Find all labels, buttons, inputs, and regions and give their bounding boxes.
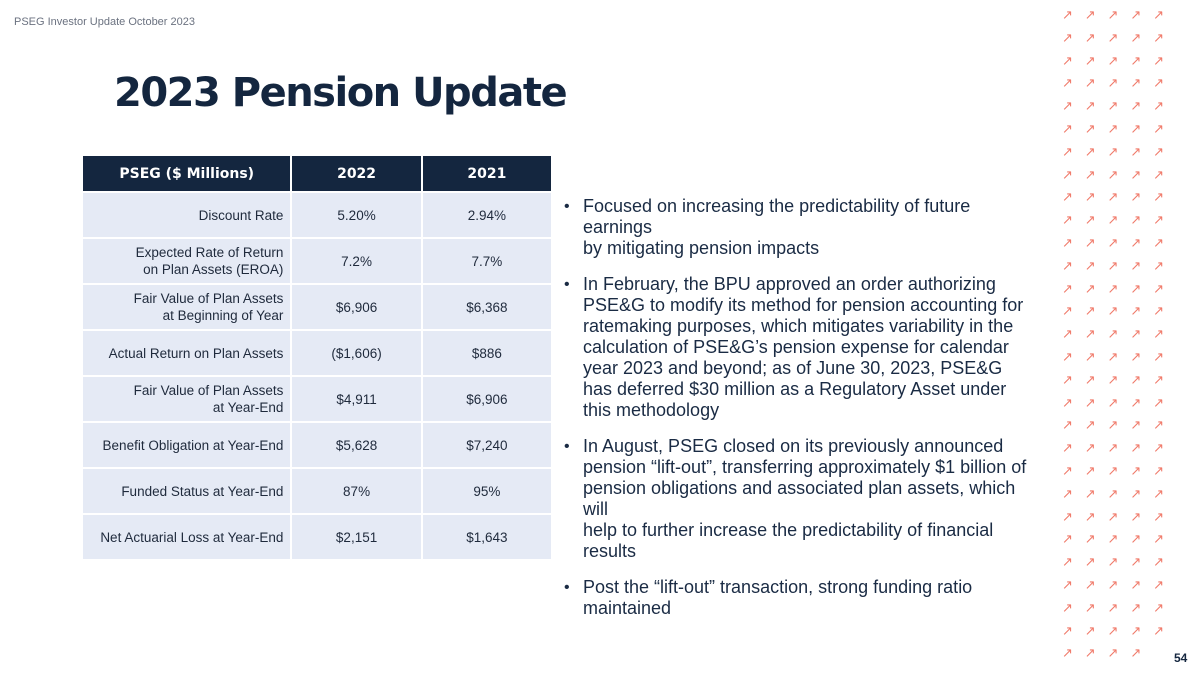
arrow-up-right-icon: ↗ (1153, 257, 1165, 273)
column-header-2022: 2022 (291, 156, 421, 192)
bullet-dot-icon: • (564, 438, 570, 455)
arrow-up-right-icon: ↗ (1153, 348, 1165, 364)
arrow-up-right-icon: ↗ (1061, 303, 1073, 319)
arrow-up-right-icon: ↗ (1107, 394, 1119, 410)
row-label-line: at Beginning of Year (162, 308, 284, 323)
table-header-row (83, 156, 551, 192)
bullet-line: Post the “lift-out” transaction, strong funding ratio maintained (583, 577, 973, 618)
arrow-up-right-icon: ↗ (1153, 371, 1165, 387)
table-row (83, 468, 551, 514)
arrow-up-right-icon: ↗ (1153, 622, 1165, 638)
arrow-up-right-icon: ↗ (1061, 462, 1073, 478)
arrow-up-right-icon: ↗ (1084, 576, 1096, 592)
arrow-up-right-icon: ↗ (1084, 645, 1096, 661)
arrow-up-right-icon: ↗ (1130, 554, 1142, 570)
arrow-up-right-icon: ↗ (1153, 462, 1165, 478)
table-row (83, 514, 551, 559)
arrow-up-right-icon: ↗ (1061, 234, 1073, 250)
arrow-up-right-icon: ↗ (1130, 75, 1142, 91)
table-row (83, 238, 551, 284)
column-header-label: PSEG ($ Millions) (83, 156, 291, 192)
arrow-up-right-icon: ↗ (1084, 394, 1096, 410)
value-2022: $6,906 (291, 284, 421, 330)
arrow-up-right-icon: ↗ (1153, 440, 1165, 456)
value-2021: 2.94% (422, 192, 551, 238)
arrow-up-right-icon: ↗ (1153, 303, 1165, 319)
arrow-up-right-icon: ↗ (1084, 29, 1096, 45)
arrow-up-right-icon: ↗ (1107, 75, 1119, 91)
table-row (83, 192, 551, 238)
value-2021: $7,240 (422, 422, 551, 468)
table-body (83, 192, 551, 559)
arrow-up-right-icon: ↗ (1061, 29, 1073, 45)
arrow-up-right-icon: ↗ (1130, 7, 1142, 22)
value-2021: $6,906 (422, 376, 551, 422)
arrow-up-right-icon: ↗ (1130, 166, 1142, 182)
arrow-up-right-icon: ↗ (1130, 189, 1142, 205)
value-2021: $6,368 (422, 284, 551, 330)
arrow-up-right-icon: ↗ (1061, 531, 1073, 547)
arrow-up-right-icon: ↗ (1084, 599, 1096, 615)
row-label (83, 468, 291, 514)
arrow-up-right-icon: ↗ (1084, 75, 1096, 91)
arrow-up-right-icon: ↗ (1153, 166, 1165, 182)
arrow-up-right-icon: ↗ (1107, 622, 1119, 638)
bullet-line: PSE&G to modify its method for pension accounting for (583, 295, 1024, 315)
arrow-up-right-icon: ↗ (1153, 98, 1165, 114)
value-2021: 95% (422, 468, 551, 514)
arrow-up-right-icon: ↗ (1130, 531, 1142, 547)
row-label-line: Net Actuarial Loss at Year-End (100, 529, 284, 545)
arrow-up-right-icon: ↗ (1107, 440, 1119, 456)
arrow-up-right-icon: ↗ (1107, 166, 1119, 182)
page-number: 54 (1174, 651, 1188, 665)
arrow-up-right-icon: ↗ (1130, 348, 1142, 364)
value-2022: ($1,606) (291, 330, 421, 376)
arrow-up-right-icon: ↗ (1084, 417, 1096, 433)
arrow-up-right-icon: ↗ (1061, 166, 1073, 182)
page-title: 2023 Pension Update (114, 70, 567, 116)
pension-table (83, 156, 551, 559)
arrow-up-right-icon: ↗ (1130, 212, 1142, 228)
arrow-up-right-icon: ↗ (1153, 120, 1165, 136)
arrow-up-right-icon: ↗ (1153, 212, 1165, 228)
arrow-up-right-icon: ↗ (1130, 599, 1142, 615)
arrow-up-right-icon: ↗ (1130, 371, 1142, 387)
arrow-up-right-icon: ↗ (1107, 120, 1119, 136)
arrow-up-right-icon: ↗ (1061, 52, 1073, 68)
arrow-up-right-icon: ↗ (1153, 189, 1165, 205)
arrow-up-right-icon: ↗ (1084, 531, 1096, 547)
arrow-up-right-icon (1147, 642, 1170, 665)
arrow-up-right-icon: ↗ (1107, 212, 1119, 228)
arrow-up-right-icon: ↗ (1153, 280, 1165, 296)
bullet-line: this methodology (583, 400, 720, 420)
arrow-up-right-icon: ↗ (1153, 326, 1165, 342)
row-label (83, 238, 291, 284)
arrow-up-right-icon: ↗ (1107, 234, 1119, 250)
arrow-up-right-icon: ↗ (1061, 440, 1073, 456)
arrow-up-right-icon: ↗ (1084, 303, 1096, 319)
decorative-arrow-grid (1056, 4, 1180, 664)
arrow-up-right-icon: ↗ (1084, 371, 1096, 387)
bullet-line: ratemaking purposes, which mitigates variability in the (583, 316, 1014, 336)
row-label-line: Funded Status at Year-End (121, 483, 284, 499)
arrow-up-right-icon: ↗ (1107, 326, 1119, 342)
arrow-up-right-icon: ↗ (1084, 143, 1096, 159)
row-label-line: Actual Return on Plan Assets (108, 345, 284, 361)
arrow-up-right-icon: ↗ (1107, 7, 1119, 22)
arrow-up-right-icon: ↗ (1107, 508, 1119, 524)
row-label (83, 422, 291, 468)
arrow-up-right-icon: ↗ (1084, 348, 1096, 364)
arrow-up-right-icon: ↗ (1107, 485, 1119, 501)
arrow-up-right-icon: ↗ (1107, 417, 1119, 433)
arrow-up-right-icon: ↗ (1107, 462, 1119, 478)
arrow-up-right-icon: ↗ (1130, 120, 1142, 136)
bullet-dot-icon: • (564, 198, 570, 215)
arrow-up-right-icon: ↗ (1107, 143, 1119, 159)
header-note: PSEG Investor Update October 2023 (14, 16, 195, 28)
bullet-item (562, 436, 1042, 562)
arrow-up-right-icon: ↗ (1084, 120, 1096, 136)
arrow-up-right-icon: ↗ (1084, 52, 1096, 68)
arrow-up-right-icon: ↗ (1130, 257, 1142, 273)
arrow-up-right-icon: ↗ (1061, 485, 1073, 501)
arrow-up-right-icon: ↗ (1107, 98, 1119, 114)
arrow-up-right-icon: ↗ (1084, 622, 1096, 638)
bullet-line: pension “lift-out”, transferring approximately $1 billion of (583, 457, 1027, 477)
arrow-up-right-icon: ↗ (1084, 280, 1096, 296)
arrow-up-right-icon: ↗ (1084, 554, 1096, 570)
arrow-up-right-icon: ↗ (1084, 440, 1096, 456)
arrow-up-right-icon: ↗ (1130, 143, 1142, 159)
bullet-item (562, 577, 1042, 619)
value-2022: $4,911 (291, 376, 421, 422)
value-2022: 87% (291, 468, 421, 514)
bullet-line: by mitigating pension impacts (583, 238, 820, 258)
arrow-up-right-icon: ↗ (1107, 554, 1119, 570)
arrow-up-right-icon: ↗ (1107, 645, 1119, 661)
arrow-up-right-icon: ↗ (1153, 143, 1165, 159)
arrow-up-right-icon: ↗ (1061, 417, 1073, 433)
arrow-up-right-icon: ↗ (1130, 440, 1142, 456)
arrow-up-right-icon: ↗ (1107, 531, 1119, 547)
value-2021: $1,643 (422, 514, 551, 559)
arrow-up-right-icon: ↗ (1061, 7, 1073, 22)
bullet-list (562, 196, 1042, 634)
arrow-up-right-icon: ↗ (1061, 371, 1073, 387)
arrow-up-right-icon: ↗ (1107, 280, 1119, 296)
arrow-up-right-icon: ↗ (1084, 189, 1096, 205)
arrow-up-right-icon: ↗ (1084, 508, 1096, 524)
arrow-up-right-icon: ↗ (1061, 143, 1073, 159)
value-2022: $5,628 (291, 422, 421, 468)
arrow-up-right-icon: ↗ (1107, 52, 1119, 68)
table-row (83, 284, 551, 330)
bullet-line: has deferred $30 million as a Regulatory Asset under (583, 379, 1007, 399)
arrow-up-right-icon: ↗ (1153, 554, 1165, 570)
value-2022: 7.2% (291, 238, 421, 284)
arrow-up-right-icon: ↗ (1153, 29, 1165, 45)
arrow-up-right-icon: ↗ (1061, 189, 1073, 205)
bullet-item (562, 274, 1042, 421)
row-label-line: Fair Value of Plan Assets (133, 383, 284, 398)
arrow-up-right-icon: ↗ (1061, 645, 1073, 661)
arrow-up-right-icon: ↗ (1084, 7, 1096, 22)
arrow-up-right-icon: ↗ (1061, 394, 1073, 410)
arrow-up-right-icon: ↗ (1130, 645, 1142, 661)
table-row (83, 422, 551, 468)
arrow-up-right-icon: ↗ (1130, 98, 1142, 114)
arrow-up-right-icon: ↗ (1130, 234, 1142, 250)
row-label (83, 330, 291, 376)
arrow-up-right-icon: ↗ (1061, 212, 1073, 228)
row-label (83, 192, 291, 238)
arrow-up-right-icon: ↗ (1153, 394, 1165, 410)
arrow-up-right-icon: ↗ (1084, 326, 1096, 342)
value-2021: $886 (422, 330, 551, 376)
arrow-up-right-icon: ↗ (1130, 576, 1142, 592)
arrow-up-right-icon: ↗ (1061, 508, 1073, 524)
arrow-up-right-icon: ↗ (1061, 576, 1073, 592)
arrow-up-right-icon: ↗ (1061, 622, 1073, 638)
row-label-line: Benefit Obligation at Year-End (102, 437, 284, 453)
row-label-line: Discount Rate (198, 207, 284, 223)
arrow-up-right-icon: ↗ (1061, 599, 1073, 615)
table-row (83, 330, 551, 376)
arrow-up-right-icon: ↗ (1153, 599, 1165, 615)
row-label-line: Expected Rate of Return (135, 245, 284, 260)
arrow-up-right-icon: ↗ (1061, 257, 1073, 273)
arrow-up-right-icon: ↗ (1084, 212, 1096, 228)
arrow-up-right-icon: ↗ (1084, 98, 1096, 114)
arrow-up-right-icon: ↗ (1084, 485, 1096, 501)
bullet-line: Focused on increasing the predictability of future earnings (583, 196, 971, 237)
table-row (83, 376, 551, 422)
bullet-dot-icon: • (564, 579, 570, 596)
arrow-up-right-icon: ↗ (1130, 485, 1142, 501)
value-2021: 7.7% (422, 238, 551, 284)
arrow-up-right-icon: ↗ (1061, 75, 1073, 91)
row-label-line: on Plan Assets (EROA) (143, 262, 284, 277)
arrow-up-right-icon: ↗ (1084, 166, 1096, 182)
arrow-up-right-icon: ↗ (1130, 52, 1142, 68)
arrow-up-right-icon: ↗ (1061, 280, 1073, 296)
arrow-up-right-icon: ↗ (1130, 394, 1142, 410)
bullet-item (562, 196, 1042, 259)
arrow-up-right-icon: ↗ (1061, 348, 1073, 364)
row-label-line: Fair Value of Plan Assets (133, 291, 284, 306)
arrow-up-right-icon: ↗ (1107, 348, 1119, 364)
bullet-line: In August, PSEG closed on its previously announced (583, 436, 1004, 456)
arrow-up-right-icon: ↗ (1153, 576, 1165, 592)
row-label (83, 376, 291, 422)
arrow-up-right-icon: ↗ (1107, 257, 1119, 273)
arrow-up-right-icon: ↗ (1153, 52, 1165, 68)
arrow-up-right-icon: ↗ (1084, 257, 1096, 273)
bullet-line: calculation of PSE&G’s pension expense for calendar (583, 337, 1009, 357)
row-label-line: at Year-End (212, 400, 284, 415)
arrow-up-right-icon: ↗ (1107, 29, 1119, 45)
arrow-up-right-icon: ↗ (1061, 120, 1073, 136)
arrow-up-right-icon: ↗ (1130, 280, 1142, 296)
arrow-up-right-icon: ↗ (1153, 508, 1165, 524)
arrow-up-right-icon: ↗ (1130, 417, 1142, 433)
arrow-up-right-icon: ↗ (1130, 622, 1142, 638)
arrow-up-right-icon: ↗ (1153, 7, 1165, 22)
arrow-up-right-icon: ↗ (1153, 417, 1165, 433)
arrow-up-right-icon: ↗ (1153, 75, 1165, 91)
arrow-up-right-icon: ↗ (1107, 303, 1119, 319)
arrow-up-right-icon: ↗ (1153, 531, 1165, 547)
arrow-up-right-icon: ↗ (1107, 576, 1119, 592)
column-header-2021: 2021 (422, 156, 551, 192)
value-2022: 5.20% (291, 192, 421, 238)
arrow-up-right-icon: ↗ (1130, 29, 1142, 45)
arrow-up-right-icon: ↗ (1061, 98, 1073, 114)
row-label (83, 284, 291, 330)
arrow-up-right-icon: ↗ (1061, 554, 1073, 570)
arrow-up-right-icon: ↗ (1084, 462, 1096, 478)
bullet-line: In February, the BPU approved an order authorizing (583, 274, 996, 294)
arrow-up-right-icon: ↗ (1130, 462, 1142, 478)
value-2022: $2,151 (291, 514, 421, 559)
bullet-dot-icon: • (564, 276, 570, 293)
bullet-line: pension obligations and associated plan assets, which will (583, 478, 1016, 519)
bullet-line: year 2023 and beyond; as of June 30, 2023, PSE&G (583, 358, 1003, 378)
arrow-up-right-icon: ↗ (1107, 599, 1119, 615)
arrow-up-right-icon: ↗ (1084, 234, 1096, 250)
arrow-up-right-icon: ↗ (1061, 326, 1073, 342)
bullet-line: help to further increase the predictability of financial results (583, 520, 994, 561)
arrow-up-right-icon: ↗ (1130, 303, 1142, 319)
row-label (83, 514, 291, 559)
arrow-up-right-icon: ↗ (1153, 485, 1165, 501)
arrow-up-right-icon: ↗ (1130, 326, 1142, 342)
arrow-up-right-icon: ↗ (1107, 371, 1119, 387)
arrow-up-right-icon: ↗ (1130, 508, 1142, 524)
arrow-up-right-icon: ↗ (1153, 234, 1165, 250)
arrow-up-right-icon: ↗ (1107, 189, 1119, 205)
